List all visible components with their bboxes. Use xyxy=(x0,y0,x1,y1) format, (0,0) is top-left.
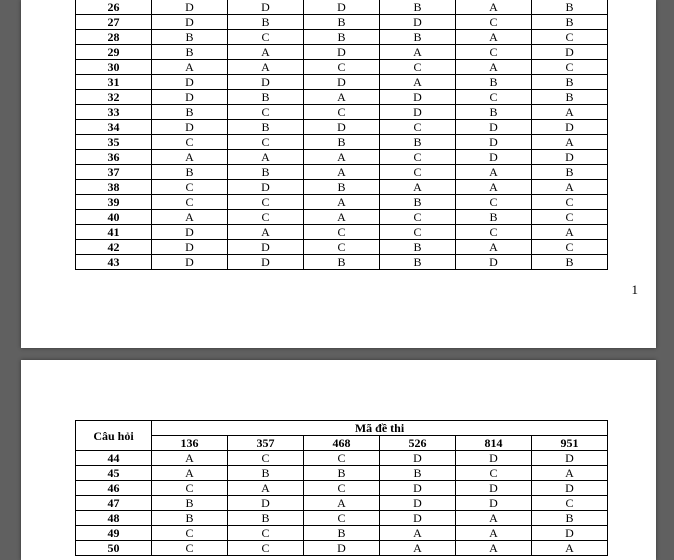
answer-cell: C xyxy=(228,105,304,120)
answer-cell: D xyxy=(228,240,304,255)
answer-cell: D xyxy=(304,45,380,60)
answer-cell: D xyxy=(228,255,304,270)
answer-cell: C xyxy=(228,195,304,210)
answer-cell: D xyxy=(152,240,228,255)
answer-cell: D xyxy=(228,75,304,90)
answer-cell: B xyxy=(456,75,532,90)
answer-cell: D xyxy=(532,526,608,541)
question-number: 49 xyxy=(76,526,152,541)
exam-code: 136 xyxy=(152,436,228,451)
answer-cell: C xyxy=(380,225,456,240)
answer-cell: C xyxy=(380,120,456,135)
table-row xyxy=(76,195,608,210)
table-row xyxy=(76,451,608,466)
table-row xyxy=(76,15,608,30)
answer-cell: A xyxy=(228,60,304,75)
question-number: 33 xyxy=(76,105,152,120)
question-number: 41 xyxy=(76,225,152,240)
exam-code: 951 xyxy=(532,436,608,451)
answer-cell: B xyxy=(152,30,228,45)
question-number: 34 xyxy=(76,120,152,135)
header-question: Câu hỏi xyxy=(76,421,152,451)
table-row xyxy=(76,30,608,45)
answer-cell: D xyxy=(304,0,380,15)
answer-cell: B xyxy=(532,165,608,180)
page-number: 1 xyxy=(631,282,638,297)
answer-cell: C xyxy=(380,210,456,225)
answer-table-page-2 xyxy=(75,420,608,556)
answer-cell: B xyxy=(152,165,228,180)
question-number: 43 xyxy=(76,255,152,270)
answer-cell: D xyxy=(152,75,228,90)
table-row xyxy=(76,135,608,150)
table-row xyxy=(76,496,608,511)
question-number: 32 xyxy=(76,90,152,105)
answer-cell: D xyxy=(456,120,532,135)
answer-cell: B xyxy=(532,511,608,526)
answer-cell: D xyxy=(532,150,608,165)
answer-cell: D xyxy=(152,255,228,270)
answer-cell: B xyxy=(456,210,532,225)
answer-cell: C xyxy=(456,466,532,481)
table-row xyxy=(76,481,608,496)
answer-cell: A xyxy=(380,526,456,541)
answer-cell: A xyxy=(456,180,532,195)
answer-cell: A xyxy=(152,60,228,75)
answer-cell: A xyxy=(380,180,456,195)
answer-cell: A xyxy=(456,526,532,541)
question-number: 37 xyxy=(76,165,152,180)
table-row xyxy=(76,255,608,270)
answer-cell: A xyxy=(532,225,608,240)
answer-cell: B xyxy=(304,135,380,150)
answer-cell: C xyxy=(228,210,304,225)
answer-cell: D xyxy=(152,0,228,15)
answer-cell: D xyxy=(152,225,228,240)
exam-code: 357 xyxy=(228,436,304,451)
answer-cell: C xyxy=(456,225,532,240)
question-number: 30 xyxy=(76,60,152,75)
answer-cell: A xyxy=(304,150,380,165)
answer-cell: A xyxy=(304,210,380,225)
answer-cell: C xyxy=(380,60,456,75)
answer-cell: D xyxy=(456,255,532,270)
answer-cell: D xyxy=(532,481,608,496)
answer-cell: D xyxy=(456,481,532,496)
table-row xyxy=(76,526,608,541)
question-number: 39 xyxy=(76,195,152,210)
answer-cell: C xyxy=(304,60,380,75)
answer-cell: B xyxy=(380,195,456,210)
question-number: 29 xyxy=(76,45,152,60)
answer-cell: A xyxy=(456,30,532,45)
answer-cell: A xyxy=(304,90,380,105)
answer-cell: B xyxy=(380,30,456,45)
answer-cell: C xyxy=(152,526,228,541)
answer-cell: B xyxy=(304,255,380,270)
answer-cell: C xyxy=(228,135,304,150)
answer-cell: D xyxy=(380,90,456,105)
answer-cell: B xyxy=(532,75,608,90)
answer-cell: C xyxy=(228,526,304,541)
answer-cell: B xyxy=(228,165,304,180)
answer-cell: C xyxy=(456,15,532,30)
answer-cell: C xyxy=(456,195,532,210)
table-row xyxy=(76,45,608,60)
answer-cell: B xyxy=(380,240,456,255)
answer-cell: D xyxy=(380,451,456,466)
answer-cell: B xyxy=(304,466,380,481)
answer-cell: C xyxy=(304,240,380,255)
answer-cell: D xyxy=(152,90,228,105)
answer-cell: B xyxy=(228,466,304,481)
answer-cell: B xyxy=(152,45,228,60)
answer-cell: D xyxy=(380,511,456,526)
answer-cell: B xyxy=(532,15,608,30)
header-row xyxy=(76,421,608,436)
table-row xyxy=(76,210,608,225)
answer-cell: B xyxy=(228,120,304,135)
answer-cell: B xyxy=(380,255,456,270)
question-number: 47 xyxy=(76,496,152,511)
answer-cell: A xyxy=(532,105,608,120)
answer-cell: D xyxy=(456,150,532,165)
table-row xyxy=(76,466,608,481)
answer-cell: D xyxy=(304,541,380,556)
answer-cell: D xyxy=(456,496,532,511)
answer-cell: D xyxy=(532,120,608,135)
answer-cell: A xyxy=(228,225,304,240)
table-row xyxy=(76,541,608,556)
answer-cell: A xyxy=(152,210,228,225)
question-number: 28 xyxy=(76,30,152,45)
answer-cell: A xyxy=(304,496,380,511)
answer-cell: C xyxy=(532,30,608,45)
answer-cell: B xyxy=(304,15,380,30)
question-number: 42 xyxy=(76,240,152,255)
answer-cell: C xyxy=(532,210,608,225)
answer-cell: C xyxy=(152,180,228,195)
answer-cell: C xyxy=(532,60,608,75)
question-number: 27 xyxy=(76,15,152,30)
table-row xyxy=(76,0,608,15)
table-row xyxy=(76,150,608,165)
table-row xyxy=(76,225,608,240)
table-row xyxy=(76,60,608,75)
answer-cell: A xyxy=(304,195,380,210)
question-number: 31 xyxy=(76,75,152,90)
table-row xyxy=(76,180,608,195)
answer-cell: B xyxy=(532,90,608,105)
answer-cell: B xyxy=(380,135,456,150)
question-number: 38 xyxy=(76,180,152,195)
exam-code: 526 xyxy=(380,436,456,451)
answer-cell: C xyxy=(152,135,228,150)
question-number: 50 xyxy=(76,541,152,556)
answer-cell: B xyxy=(152,511,228,526)
answer-cell: B xyxy=(304,180,380,195)
answer-cell: D xyxy=(304,120,380,135)
answer-cell: D xyxy=(380,496,456,511)
answer-cell: A xyxy=(152,466,228,481)
answer-cell: B xyxy=(304,30,380,45)
document-page-1 xyxy=(21,0,656,348)
answer-cell: C xyxy=(228,451,304,466)
answer-cell: B xyxy=(228,511,304,526)
answer-cell: A xyxy=(456,511,532,526)
question-number: 26 xyxy=(76,0,152,15)
answer-cell: A xyxy=(456,541,532,556)
answer-cell: A xyxy=(532,466,608,481)
answer-cell: C xyxy=(152,541,228,556)
answer-cell: A xyxy=(456,165,532,180)
answer-cell: C xyxy=(152,195,228,210)
answer-cell: A xyxy=(456,60,532,75)
answer-cell: A xyxy=(380,45,456,60)
answer-cell: D xyxy=(532,45,608,60)
answer-cell: B xyxy=(532,255,608,270)
answer-table-page-1 xyxy=(75,0,608,270)
header-exam-code: Mã đề thi xyxy=(152,421,608,436)
table-row xyxy=(76,120,608,135)
answer-cell: A xyxy=(228,150,304,165)
table-row xyxy=(76,511,608,526)
answer-cell: C xyxy=(380,150,456,165)
answer-cell: B xyxy=(456,105,532,120)
answer-cell: B xyxy=(152,496,228,511)
answer-cell: C xyxy=(304,225,380,240)
answer-cell: A xyxy=(456,0,532,15)
answer-cell: A xyxy=(532,541,608,556)
answer-cell: B xyxy=(304,526,380,541)
question-number: 35 xyxy=(76,135,152,150)
answer-cell: B xyxy=(532,0,608,15)
answer-cell: A xyxy=(532,180,608,195)
answer-cell: B xyxy=(152,105,228,120)
answer-cell: B xyxy=(228,90,304,105)
answer-cell: A xyxy=(228,481,304,496)
answer-cell: B xyxy=(228,15,304,30)
answer-cell: C xyxy=(456,45,532,60)
answer-cell: B xyxy=(380,0,456,15)
answer-cell: C xyxy=(304,105,380,120)
exam-code: 468 xyxy=(304,436,380,451)
answer-cell: A xyxy=(152,451,228,466)
exam-code-row xyxy=(76,436,608,451)
answer-cell: A xyxy=(456,240,532,255)
answer-cell: C xyxy=(456,90,532,105)
answer-cell: C xyxy=(152,481,228,496)
answer-cell: D xyxy=(228,0,304,15)
exam-code: 814 xyxy=(456,436,532,451)
answer-cell: C xyxy=(304,481,380,496)
answer-cell: D xyxy=(228,180,304,195)
answer-cell: D xyxy=(228,496,304,511)
answer-cell: C xyxy=(532,496,608,511)
table-row xyxy=(76,75,608,90)
question-number: 46 xyxy=(76,481,152,496)
question-number: 44 xyxy=(76,451,152,466)
answer-cell: D xyxy=(380,105,456,120)
answer-cell: A xyxy=(380,541,456,556)
answer-cell: A xyxy=(380,75,456,90)
question-number: 48 xyxy=(76,511,152,526)
answer-cell: D xyxy=(304,75,380,90)
answer-cell: C xyxy=(304,451,380,466)
question-number: 45 xyxy=(76,466,152,481)
answer-cell: D xyxy=(152,15,228,30)
answer-cell: D xyxy=(380,15,456,30)
answer-cell: C xyxy=(380,165,456,180)
answer-cell: C xyxy=(228,541,304,556)
answer-cell: D xyxy=(532,451,608,466)
table-row xyxy=(76,165,608,180)
answer-cell: D xyxy=(152,120,228,135)
answer-cell: C xyxy=(228,30,304,45)
answer-cell: C xyxy=(532,240,608,255)
answer-cell: A xyxy=(304,165,380,180)
question-number: 36 xyxy=(76,150,152,165)
table-row xyxy=(76,90,608,105)
document-page-2 xyxy=(21,360,656,560)
table-row xyxy=(76,105,608,120)
answer-cell: A xyxy=(228,45,304,60)
answer-cell: A xyxy=(532,135,608,150)
question-number: 40 xyxy=(76,210,152,225)
answer-cell: D xyxy=(456,135,532,150)
answer-cell: A xyxy=(152,150,228,165)
answer-cell: B xyxy=(380,466,456,481)
answer-cell: C xyxy=(532,195,608,210)
answer-cell: C xyxy=(304,511,380,526)
answer-table-body xyxy=(76,451,608,556)
answer-table-body xyxy=(76,0,608,270)
answer-cell: D xyxy=(456,451,532,466)
answer-cell: D xyxy=(380,481,456,496)
table-row xyxy=(76,240,608,255)
